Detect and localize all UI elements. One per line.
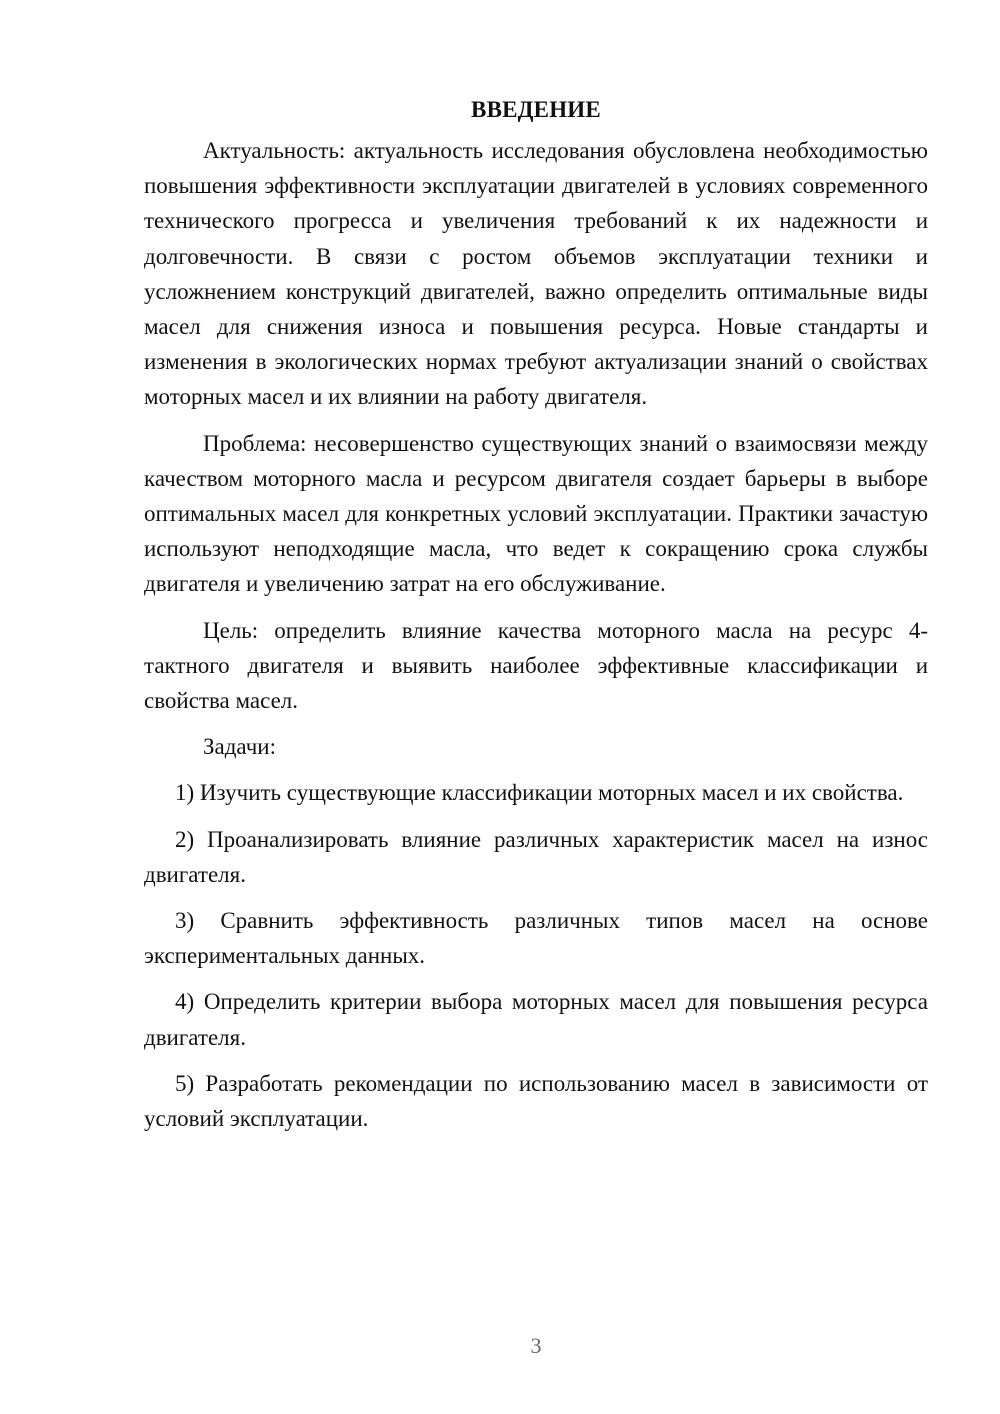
paragraph-relevance: Актуальность: актуальность исследования обусловлена необходимостью повышения эффективности эксплуатации двигателей в условиях современного технического прогресса и увеличения требований к их надежности и долговечности. В связи с ростом объемов эксплуатации техники и усложнением конструкций двигателей, важно определить оптимальные виды масел для снижения износа и повышения ресурса. Новые стандарты и изменения в экологических нормах требуют актуализации знаний о свойствах моторных масел и их влиянии на работу двигателя. bbox=[144, 138, 928, 410]
task-item: 2) Проанализировать влияние различных характеристик масел на износ двигателя. bbox=[144, 826, 928, 887]
task-item: 1) Изучить существующие классификации моторных масел и их свойства. bbox=[175, 780, 904, 806]
task-item: 4) Определить критерии выбора моторных масел для повышения ресурса двигателя. bbox=[144, 989, 928, 1050]
page-content bbox=[144, 92, 928, 1147]
paragraph-tasks-label: Задачи: bbox=[203, 734, 276, 760]
paragraph-goal: Цель: определить влияние качества моторного масла на ресурс 4-тактного двигателя и выявить наиболее эффективные классификации и свойства масел. bbox=[144, 617, 928, 714]
page-number: 3 bbox=[530, 1333, 542, 1358]
paragraph-problem: Проблема: несовершенство существующих знаний о взаимосвязи между качеством моторного масла и ресурсом двигателя создает барьеры в выборе оптимальных масел для конкретных условий эксплуатации. Практики зачастую используют неподходящие масла, что ведет к сокращению срока службы двигателя и увеличению затрат на его обслуживание. bbox=[144, 430, 928, 597]
section-heading: ВВЕДЕНИЕ bbox=[471, 97, 601, 122]
task-item: 5) Разработать рекомендации по использованию масел в зависимости от условий эксплуатации. bbox=[144, 1070, 928, 1132]
task-item: 3) Сравнить эффективность различных типов масел на основе экспериментальных данных. bbox=[144, 908, 928, 969]
